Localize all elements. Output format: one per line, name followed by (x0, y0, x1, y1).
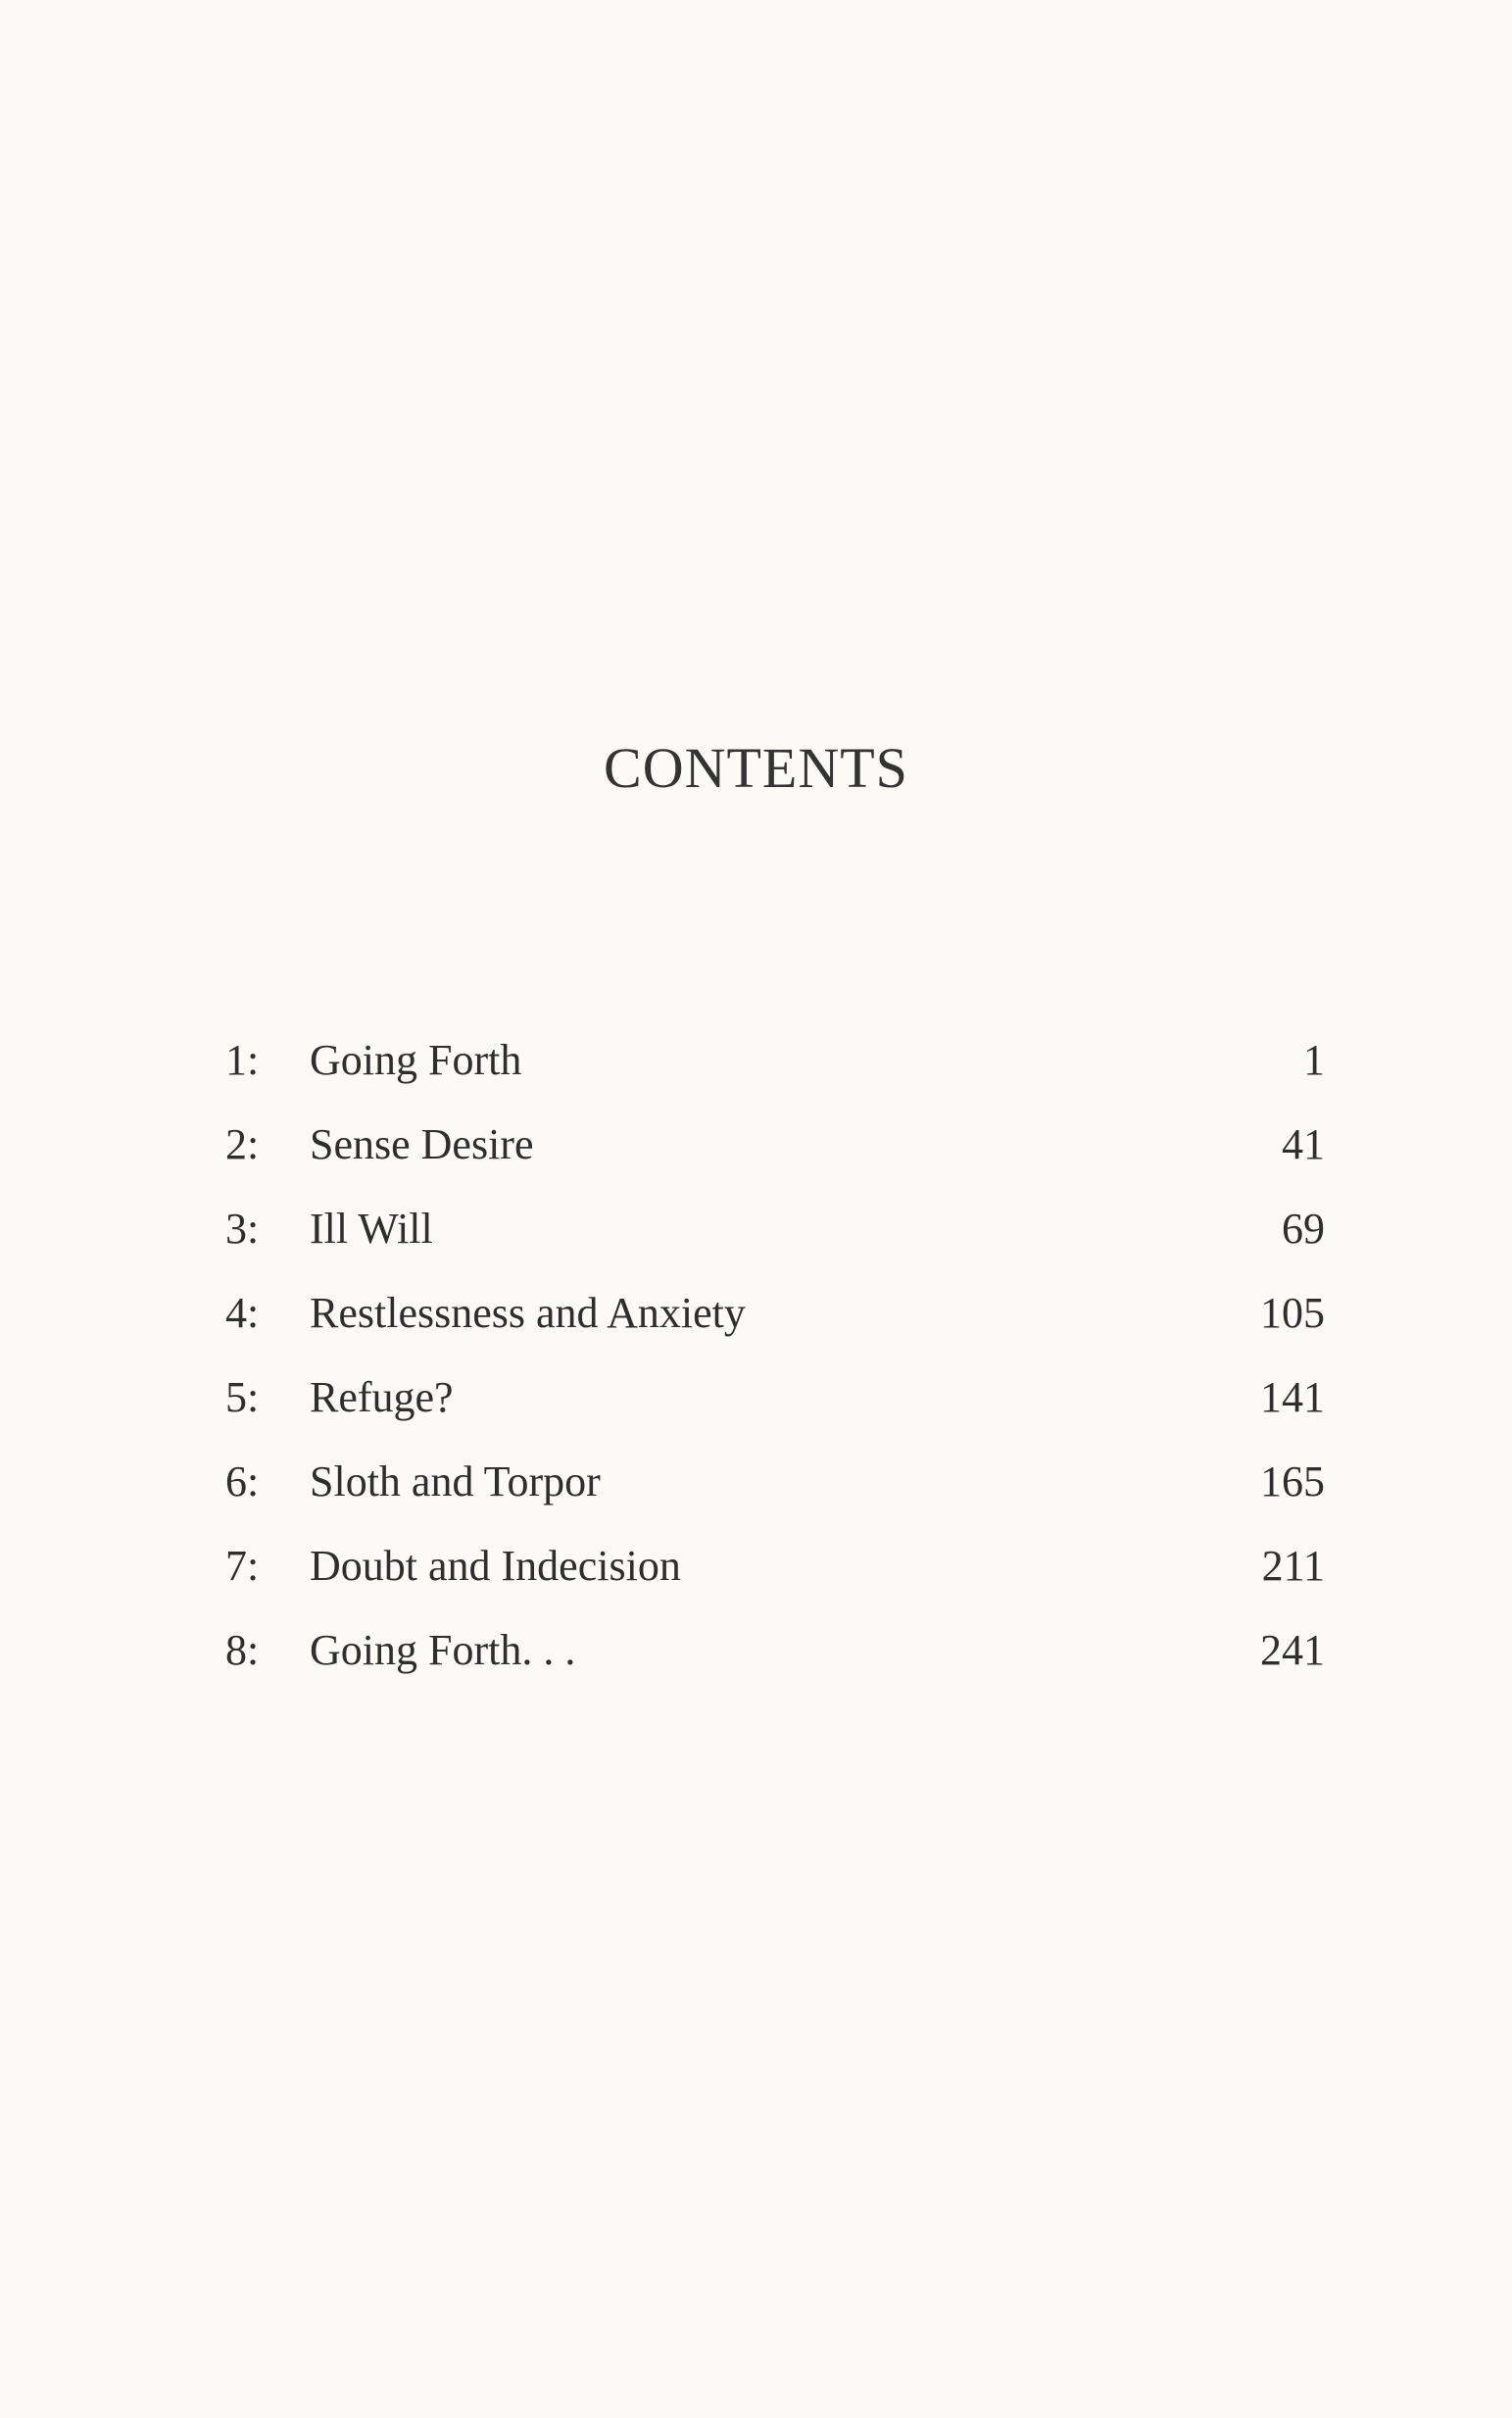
toc-entry-number: 5: (225, 1373, 260, 1421)
toc-entry-number: 4: (225, 1289, 260, 1337)
toc-entry-title: Going Forth (310, 1036, 522, 1084)
toc-entry-title: Doubt and Indecision (310, 1542, 681, 1590)
toc-entry (225, 1205, 1325, 1292)
toc-entry-page: 69 (1282, 1205, 1325, 1253)
toc-entry-title: Going Forth. . . (310, 1626, 576, 1674)
toc-entry (225, 1036, 1325, 1123)
toc-entry-page: 165 (1260, 1457, 1325, 1505)
toc-entry (225, 1120, 1325, 1208)
toc-entry-title: Refuge? (310, 1373, 454, 1421)
toc-entry-number: 8: (225, 1626, 260, 1674)
toc-entry-title: Sense Desire (310, 1120, 534, 1168)
toc-entry-number: 7: (225, 1542, 260, 1590)
toc-entry (225, 1457, 1325, 1545)
toc-entry-number: 3: (225, 1205, 260, 1253)
toc-entry-number: 6: (225, 1457, 260, 1505)
toc-entry-page: 211 (1261, 1542, 1325, 1590)
toc-entry-title: Sloth and Torpor (310, 1457, 601, 1505)
toc-entry (225, 1289, 1325, 1376)
toc-entry (225, 1373, 1325, 1460)
toc-entry (225, 1626, 1325, 1713)
toc-entry-number: 1: (225, 1036, 260, 1084)
toc-entry-page: 105 (1260, 1289, 1325, 1337)
toc-entry-page: 241 (1260, 1626, 1325, 1674)
page-title: CONTENTS (604, 736, 908, 800)
toc-entry (225, 1542, 1325, 1629)
table-of-contents (225, 1036, 1325, 1713)
toc-entry-page: 41 (1282, 1120, 1325, 1168)
toc-entry-page: 1 (1303, 1036, 1325, 1084)
toc-entry-title: Restlessness and Anxiety (310, 1289, 746, 1337)
toc-entry-title: Ill Will (310, 1205, 433, 1253)
toc-entry-number: 2: (225, 1120, 260, 1168)
toc-entry-page: 141 (1260, 1373, 1325, 1421)
